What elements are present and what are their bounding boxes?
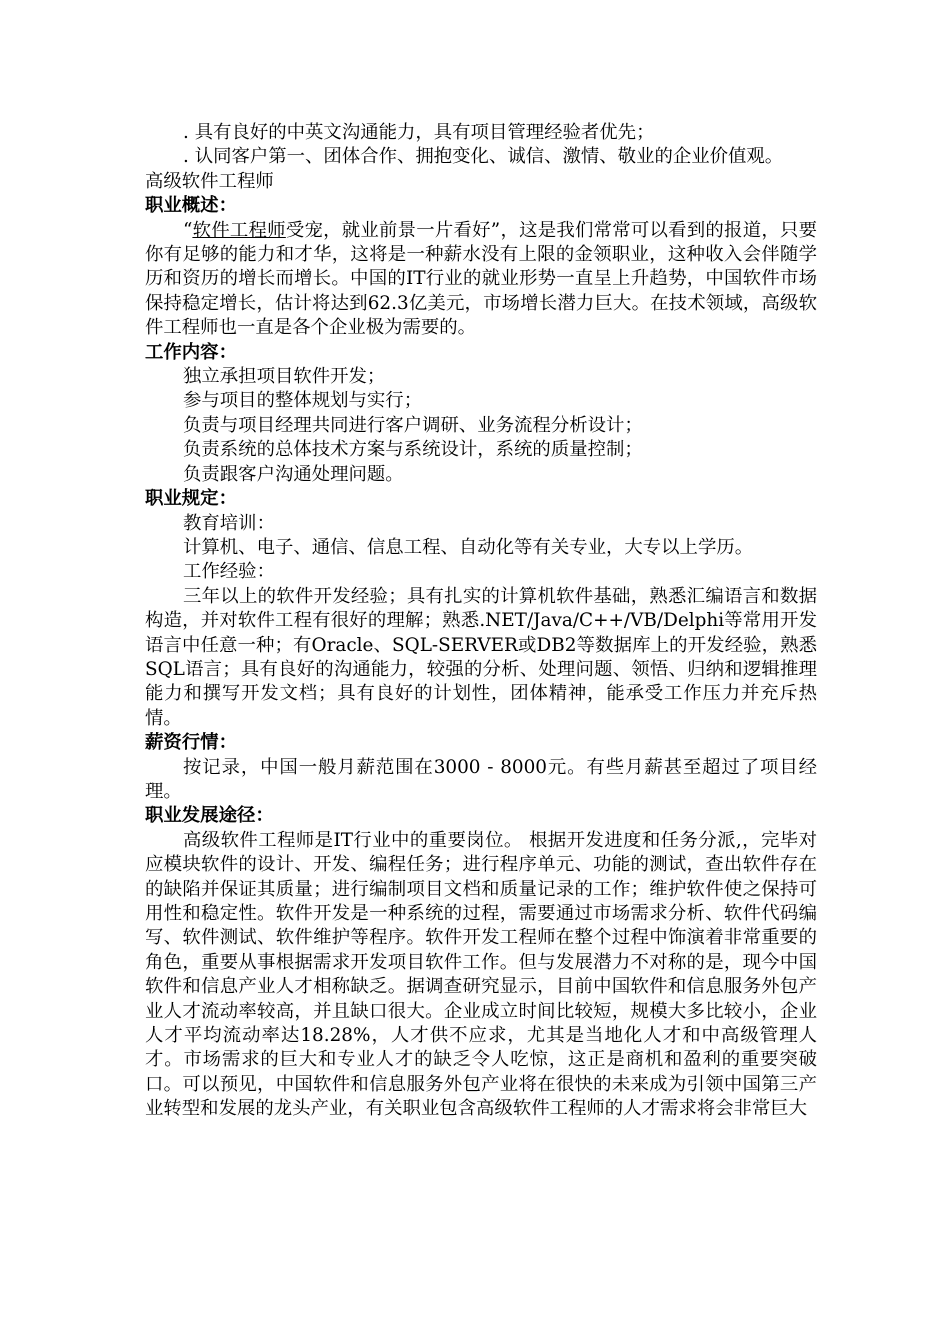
education-text: 计算机、电子、通信、信息工程、自动化等有关专业，大专以上学历。 xyxy=(183,536,754,558)
work-item: 参与项目的整体规划与实行； xyxy=(183,390,423,412)
requirements-heading: 职业规定： xyxy=(145,488,237,510)
overview-heading: 职业概述： xyxy=(145,195,237,217)
salary-text: 按记录，中国一般月薪范围在3000 - 8000元。有些月薪甚至超过了项目经理。 xyxy=(145,756,817,802)
career-heading: 职业发展途径： xyxy=(145,805,274,827)
experience-text: 三年以上的软件开发经验；具有扎实的计算机软件基础，熟悉汇编语言和数据构造，并对软件工程有很好的理解；熟悉.NET/Java/C++/VB/Delphi等常用开发语言中任意一种；有Oracle、SQL-SERVER或DB2等数据库上的开发经验，熟悉SQL语言；具有良好的沟通能力，较强的分析、处理问题、领悟、归纳和逻辑推理能力和撰写开发文档；具有良好的计划性，团体精神，能承受工作压力并充斥热情。 xyxy=(145,585,817,729)
document-page xyxy=(145,121,817,1122)
overview-quote-open: “ xyxy=(183,219,193,241)
work-item: 负责与项目经理共同进行客户调研、业务流程分析设计； xyxy=(183,414,643,436)
experience-label: 工作经验： xyxy=(183,561,275,583)
work-item: 负责系统的总体技术方案与系统设计，系统的质量控制； xyxy=(183,439,643,461)
overview-text: 受宠，就业前景一片看好”，这是我们常常可以看到的报道，只要你有足够的能力和才华，这将是一种薪水没有上限的金领职业，这种收入会伴随学历和资历的增长而增长。中国的IT行业的就业形势一直呈上升趋势，中国软件市场保持稳定增长，估计将达到62.3亿美元，市场增长潜力巨大。在技术领域，高级软件工程师也一直是各个企业极为需要的。 xyxy=(145,219,817,339)
software-engineer-link[interactable]: 软件工程师 xyxy=(192,219,286,241)
intro-line-values: . 认同客户第一、团体合作、拥抱变化、诚信、激情、敬业的企业价值观。 xyxy=(183,146,784,168)
career-text: 高级软件工程师是IT行业中的重要岗位。 根据开发进度和任务分派,，完毕对应模块软件的设计、开发、编程任务；进行程序单元、功能的测试，查出软件存在的缺陷并保证其质量；进行编制项目文档和质量记录的工作；维护软件使之保持可用性和稳定性。软件开发是一种系统的过程，需要通过市场需求分析、软件代码编写、软件测试、软件维护等程序。软件开发工程师在整个过程中饰演着非常重要的角色，重要从事根据需求开发项目软件工作。但与发展潜力不对称的是，现今中国软件和信息产业人才相称缺乏。据调查研究显示，目前中国软件和信息服务外包产业人才流动率较高，并且缺口很大。企业成立时间比较短，规模大多比较小，企业人才平均流动率达18.28%，人才供不应求，尤其是当地化人才和中高级管理人才。市场需求的巨大和专业人才的缺乏令人吃惊，这正是商机和盈利的重要突破口。可以预见，中国软件和信息服务外包产业将在很快的未来成为引领中国第三产业转型和发展的龙头产业，有关职业包含高级软件工程师的人才需求将会非常巨大 xyxy=(145,829,817,1120)
overview-paragraph xyxy=(145,219,817,341)
intro-line-communication: . 具有良好的中英文沟通能力，具有项目管理经验者优先； xyxy=(183,122,655,143)
work-item: 独立承担项目软件开发； xyxy=(183,366,386,388)
education-label: 教育培训： xyxy=(183,512,275,534)
work-item: 负责跟客户沟通处理问题。 xyxy=(183,463,404,485)
salary-heading: 薪资行情： xyxy=(145,732,237,754)
job-title: 高级软件工程师 xyxy=(145,170,274,192)
work-heading: 工作内容： xyxy=(145,341,237,363)
